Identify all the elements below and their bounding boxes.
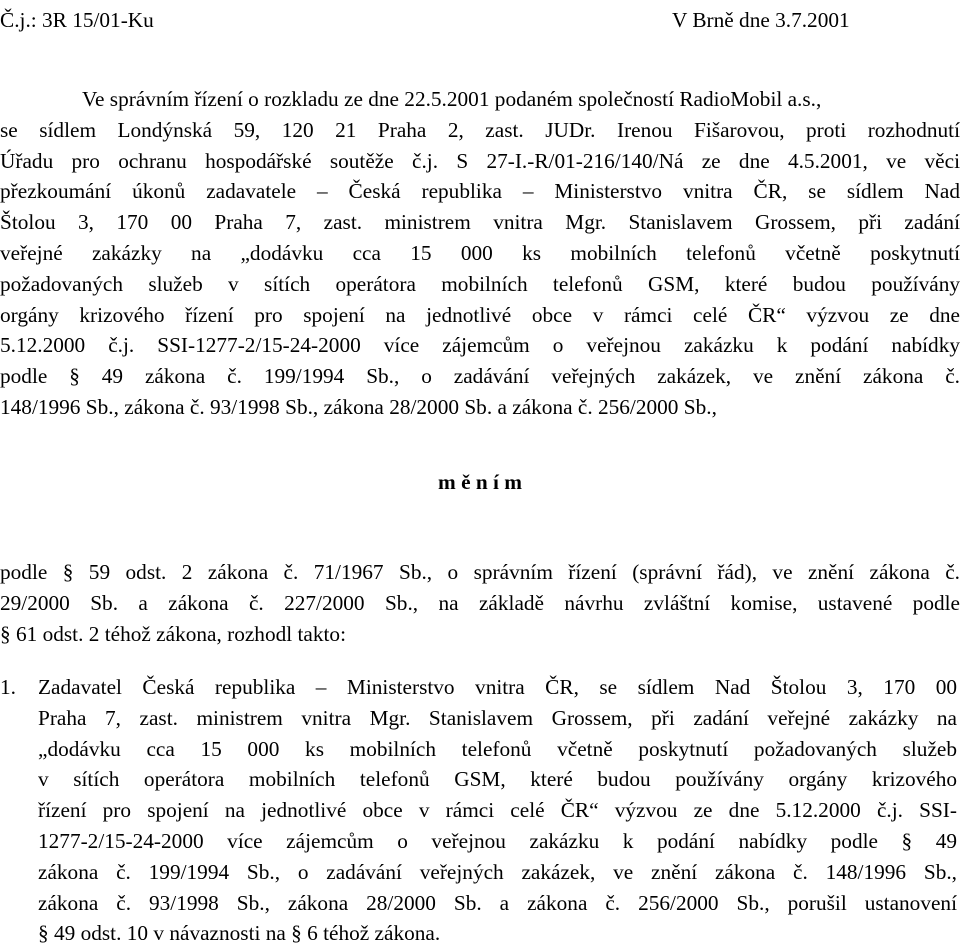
legal-basis-paragraph: [0, 557, 960, 649]
intro-line: Úřadu pro ochranu hospodářské soutěže č.j. S 27-I.-R/01-216/140/Ná ze dne 4.5.2001, ve věci: [0, 148, 960, 173]
item-line: v sítích operátora mobilních telefonů GSM, které budou používány orgány krizového: [38, 767, 957, 792]
intro-line: 148/1996 Sb., zákona č. 93/1998 Sb., zákona 28/2000 Sb. a zákona č. 256/2000 Sb.,: [0, 394, 717, 419]
intro-line: Štolou 3, 170 00 Praha 7, zast. ministrem vnitra Mgr. Stanislavem Grossem, při zadání: [0, 210, 960, 235]
intro-paragraph: [0, 84, 960, 423]
item-line: řízení pro spojení na jednotlivé obce v rámci celé ČR“ výzvou ze dne 5.12.2000 č.j. SSI-: [38, 798, 957, 823]
document-header: [0, 5, 960, 36]
intro-line: veřejné zakázky na „dodávku cca 15 000 ks mobilních telefonů včetně poskytnutí: [0, 240, 960, 265]
item-text: [38, 672, 957, 949]
intro-line: 5.12.2000 č.j. SSI-1277-2/15-24-2000 více zájemcům o veřejnou zakázku k podání nabídky: [0, 333, 960, 358]
legal-basis-line: 29/2000 Sb. a zákona č. 227/2000 Sb., na základě návrhu zvláštní komise, ustavené podle: [0, 590, 960, 615]
intro-line: přezkoumání úkonů zadavatele – Česká republika – Ministerstvo vnitra ČR, se sídlem Nad: [0, 179, 960, 204]
intro-line: podle § 49 zákona č. 199/1994 Sb., o zadávání veřejných zakázek, ve znění zákona č.: [0, 364, 960, 389]
item-line: § 49 odst. 10 v návaznosti na § 6 téhož zákona.: [38, 921, 441, 946]
item-line: Praha 7, zast. ministrem vnitra Mgr. Stanislavem Grossem, při zadání veřejné zakázky na: [38, 705, 957, 730]
intro-line: Ve správním řízení o rozkladu ze dne 22.5.2001 podaném společností RadioMobil a.s.,: [82, 87, 822, 111]
decision-heading: m ě n í m: [438, 470, 522, 494]
item-line: Zadavatel Česká republika – Ministerstvo vnitra ČR, se sídlem Nad Štolou 3, 170 00: [38, 675, 957, 699]
legal-basis-line: podle § 59 odst. 2 zákona č. 71/1967 Sb., o správním řízení (správní řád), ve znění zákona č.: [0, 560, 960, 584]
intro-line: orgány krizového řízení pro spojení na jednotlivé obce v rámci celé ČR“ výzvou ze dne: [0, 302, 960, 327]
item-line: zákona č. 93/1998 Sb., zákona 28/2000 Sb. a zákona č. 256/2000 Sb., porušil ustanovení: [38, 890, 957, 915]
item-line: zákona č. 199/1994 Sb., o zadávání veřejných zakázek, ve znění zákona č. 148/1996 Sb.,: [38, 859, 957, 884]
intro-line: se sídlem Londýnská 59, 120 21 Praha 2, zast. JUDr. Irenou Fišarovou, proti rozhodnutí: [0, 117, 960, 142]
reference-number: Č.j.: 3R 15/01-Ku: [0, 8, 154, 32]
place-and-date: V Brně dne 3.7.2001: [672, 8, 850, 32]
legal-basis-line: § 61 odst. 2 téhož zákona, rozhodl takto:: [0, 621, 346, 646]
intro-line: požadovaných služeb v sítích operátora mobilních telefonů GSM, které budou používány: [0, 271, 960, 296]
item-line: „dodávku cca 15 000 ks mobilních telefonů včetně poskytnutí požadovaných služeb: [38, 736, 957, 761]
item-line: 1277-2/15-24-2000 více zájemcům o veřejnou zakázku k podání nabídky podle § 49: [38, 828, 957, 853]
item-number: 1.: [0, 675, 16, 699]
